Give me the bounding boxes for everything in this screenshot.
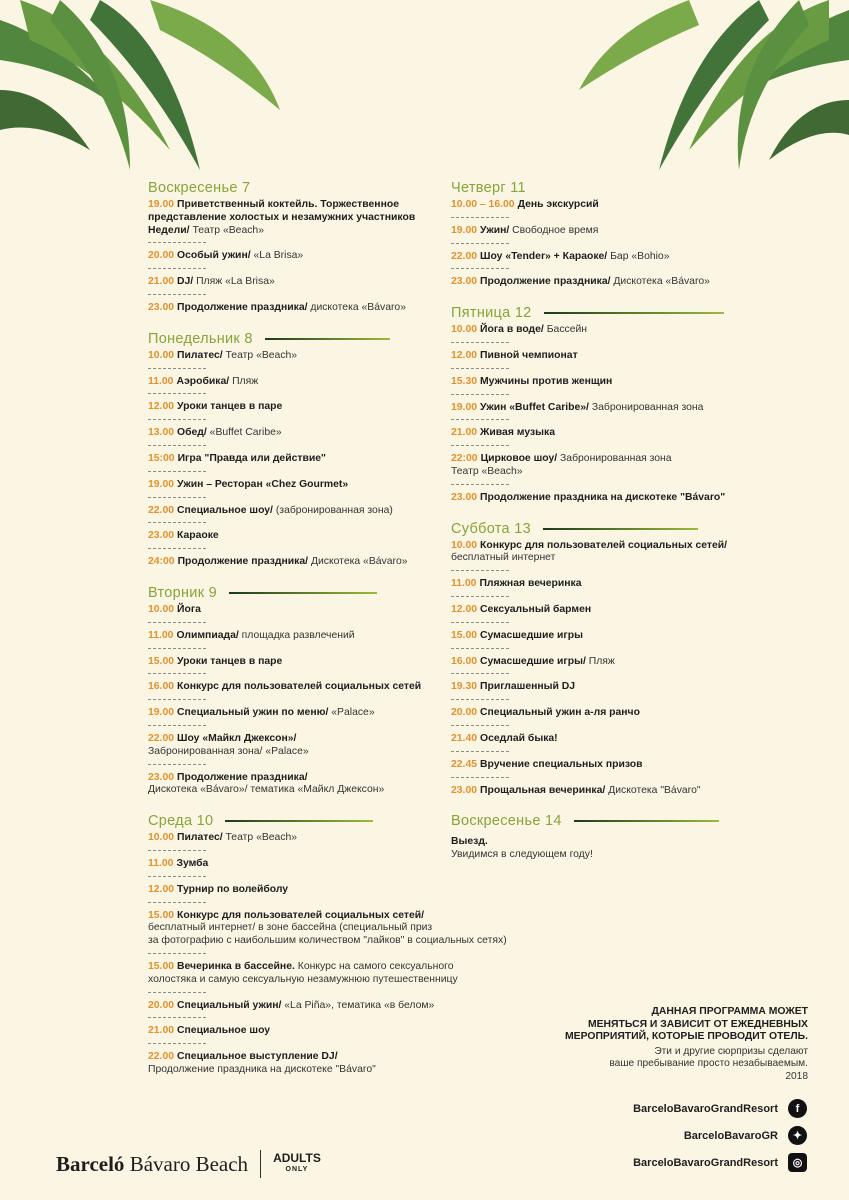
event-name: Уроки танцев в паре [177,401,283,413]
event-name: Специальный ужин/ [177,999,282,1011]
schedule-event [148,250,448,269]
schedule-event [451,630,751,649]
event-name: Цирковое шоу/ [480,453,558,465]
schedule-event [148,530,448,549]
event-list-sun7 [148,199,448,321]
divider-line [225,820,373,822]
event-location: «La Piña», тематика «в белом» [284,999,435,1011]
event-name: Приглашенный DJ [480,681,576,693]
event-name: Пилатес/ [177,349,223,361]
event-time: 12.00 [148,883,175,895]
day-header-sun7 [148,177,448,199]
event-time: 15.00 [148,909,175,921]
event-time: 22.45 [451,758,478,770]
event-name: Пилатес/ [177,832,223,844]
schedule-event [148,1000,568,1019]
schedule-event [148,350,448,369]
event-list-tue9 [148,604,448,803]
program-notice [545,1006,808,1083]
event-time: 15.00 [451,629,478,641]
event-location: Забронированная зона [560,453,672,465]
divider-line [265,338,390,340]
event-location: Конкурс на самого сексуального [297,960,454,972]
event-name: Обед/ [177,427,207,439]
logo-separator [260,1150,261,1178]
event-time: 20.00 [451,707,478,719]
event-time: 15.00 [148,655,175,667]
schedule-event [148,961,568,993]
day-header-tue9 [148,582,448,604]
event-details: бесплатный интернет [451,552,556,564]
event-time: 10.00 [148,349,175,361]
event-location: Пляж [588,655,615,667]
event-location: дискотека «Bávaro» [310,301,406,313]
event-time: 21.00 [148,276,175,288]
event-name: Сумасшедшие игры [480,629,583,641]
event-time: 10.00 [451,539,478,551]
day-title: Четверг 11 [451,180,526,196]
event-time: 16.00 [451,655,478,667]
event-name: Вечеринка в бассейне. [177,960,295,972]
event-time: 22.00 [451,250,478,262]
adults-only-badge [273,1153,321,1175]
schedule-event [148,910,568,954]
event-list-thu11 [451,199,751,295]
schedule-event [148,707,448,726]
schedule-event [148,681,448,700]
divider-line [574,820,719,822]
event-time: 11.00 [148,629,174,641]
event-details: Продолжение праздника на дискотеке "Bávaro" [148,1063,376,1075]
twitter-icon: ✦ [788,1126,807,1145]
event-name: Сексуальный бармен [480,603,592,615]
only-label: ONLY [285,1166,309,1173]
event-location: Дискотека «Bávaro» [613,276,710,288]
event-name: Уроки танцев в паре [177,655,283,667]
notice-text-1: Эти и другие сюрпризы сделают [654,1045,808,1057]
event-location: Забронированная зона [591,401,704,413]
event-name: Игра "Правда или действие" [177,452,326,464]
event-name: Караоке [177,530,219,542]
event-time: 23.00 [451,491,478,503]
event-name: Конкурс для пользователей социальных сетей/ [480,539,728,551]
schedule-event [148,733,448,765]
event-name: Ужин «Buffet Caribe»/ [480,401,589,413]
event-time: 20.00 [148,999,175,1011]
event-time: 12.00 [451,349,478,361]
schedule-event [148,427,448,446]
event-time: 11.00 [148,857,174,869]
event-name: Мужчины против женщин [480,375,613,387]
notice-text-2: ваше пребывание просто незабываемым. [609,1058,808,1069]
event-location: (забронированная зона) [275,504,393,516]
event-name: Продолжение праздника/ [177,301,308,313]
event-name: Продолжение праздника/ [177,556,309,568]
palm-leaves-right-decoration [569,0,849,175]
event-location: Театр «Beach» [192,224,264,236]
event-time: 23.00 [148,771,175,783]
schedule-event [451,324,751,343]
event-time: 19.00 [148,478,175,490]
event-location: площадка развлечений [241,629,355,641]
farewell-text: Увидимся в следующем году! [451,849,593,861]
notice-heading-3: МЕРОПРИЯТИЙ, КОТОРЫЕ ПРОВОДИТ ОТЕЛЬ. [564,1031,808,1042]
event-name: Пивной чемпионат [480,349,578,361]
day-title: Вторник 9 [148,584,218,601]
event-time: 12.00 [451,603,478,615]
schedule-event [148,505,448,524]
event-name: Зумба [176,857,209,869]
event-name: День экскурсий [517,199,599,210]
notice-year: 2018 [785,1070,808,1082]
schedule-event [148,630,448,649]
facebook-icon: f [788,1099,807,1118]
day-title: Суббота 13 [451,520,531,537]
event-location: Свободное время [512,224,599,236]
event-time: 22.00 [148,732,175,744]
schedule-event [148,884,568,903]
schedule-event [451,578,751,597]
schedule-event [451,199,751,218]
event-name: Особый ужин/ [177,250,251,262]
event-name: Конкурс для пользователей социальных сетей [177,681,422,693]
event-time: 16.00 [148,681,175,693]
schedule-event [451,707,751,726]
event-name: Ужин – Ресторан «Chez Gourmet» [177,478,349,490]
event-location: «La Brisa» [253,250,304,262]
twitter-link[interactable] [684,1126,807,1145]
event-name: Ужин/ [480,224,510,236]
event-name: Турнир по волейболу [177,883,289,895]
schedule-event [148,376,448,395]
event-time: 23.00 [148,301,175,313]
event-time: 19.00 [451,401,478,413]
event-details: холостяка и самую сексуальную незамужнюю путешественницу [148,973,458,985]
divider-line [544,312,724,314]
schedule-event [451,540,751,572]
event-list-fri12 [451,324,751,510]
event-details: Театр «Beach» [451,465,523,477]
event-time: 22.00 [148,504,175,516]
day-header-wed10 [148,810,448,832]
brand-bold: Barceló [56,1151,125,1176]
event-name: Олимпиада/ [176,629,239,641]
schedule-event [148,656,448,675]
event-name: Оседлай быка! [480,732,558,744]
schedule-event [148,199,448,243]
schedule-event [148,401,448,420]
event-time: 23.00 [148,530,175,542]
event-time: 22.00 [148,1051,175,1063]
event-time: 10.00 [451,324,478,336]
event-name: Специальный ужин по меню/ [177,707,329,719]
instagram-link[interactable] [633,1153,807,1172]
schedule-event [451,251,751,270]
departure-note [451,836,751,868]
instagram-icon: ◎ [788,1153,807,1172]
schedule-event [148,772,448,804]
event-name: Живая музыка [480,427,555,439]
schedule-event [451,225,751,244]
event-time: 11.00 [148,375,174,387]
event-name: Шоу «Майкл Джексон»/ [177,732,297,744]
event-time: 10.00 – 16.00 [451,199,515,210]
event-location: Бар «Bohio» [610,250,670,262]
event-location: Театр «Beach» [225,832,298,844]
event-location: Дискотека «Bávaro» [310,556,408,568]
event-details: Дискотека «Bávaro»/ тематика «Майкл Джексон» [148,784,385,796]
event-time: 11.00 [451,578,477,590]
event-name: Специальное шоу/ [177,504,273,516]
schedule-event [451,276,751,295]
event-name: DJ/ [177,276,194,288]
day-title: Пятница 12 [451,305,532,322]
barcelo-logo [56,1150,321,1178]
event-location: «Buffet Caribe» [209,427,282,439]
schedule-event [451,350,751,369]
schedule-event [148,556,448,575]
event-name: Вручение специальных призов [480,758,643,770]
event-time: 19.00 [451,224,478,236]
facebook-link[interactable] [633,1099,807,1118]
schedule-event [451,681,751,700]
schedule-event [148,1051,568,1083]
event-time: 23.00 [451,276,478,288]
brand-name [56,1152,248,1177]
day-header-sun14 [451,810,751,832]
event-details: бесплатный интернет/ в зоне бассейна (специальный приз [148,922,433,934]
event-name: Йога в воде/ [480,324,544,336]
schedule-event [451,427,751,446]
schedule-event [148,479,448,498]
event-time: 15.00 [148,960,175,972]
brand-rest: Bávaro Beach [129,1151,249,1176]
event-name: Йога [177,603,201,615]
day-header-thu11 [451,177,751,199]
event-time: 15.30 [451,375,478,387]
event-name: Продолжение праздника/ [480,276,611,288]
schedule-event [148,276,448,295]
day-header-fri12 [451,302,751,324]
event-time: 21.00 [148,1025,175,1037]
event-name: Продолжение праздника/ [177,771,308,783]
event-time: 20.00 [148,250,175,262]
event-name: Специальный ужин а-ля ранчо [480,707,640,719]
schedule-event [451,402,751,421]
divider-line [229,592,377,594]
day-title: Воскресенье 14 [451,813,562,830]
event-details: Забронированная зона/ «Palace» [148,745,309,757]
event-location: Дискотека "Bávaro" [608,784,701,796]
day-title: Воскресенье 7 [148,180,251,196]
event-time: 10.00 [148,603,175,615]
schedule-event [148,453,448,472]
event-details: за фотографию с наибольшим количеством "лайков" в социальных сетях) [148,935,507,947]
departure-label: Выезд. [451,836,488,848]
event-time: 24:00 [148,556,175,568]
schedule-event [451,492,751,511]
event-location: «Palace» [331,707,375,719]
instagram-handle: BarceloBavaroGrandResort [633,1156,778,1169]
schedule-event [451,376,751,395]
notice-heading-1: ДАННАЯ ПРОГРАММА МОЖЕТ [651,1006,808,1017]
day-title: Понедельник 8 [148,330,253,347]
schedule-event [451,759,751,778]
notice-heading-2: МЕНЯТЬСЯ И ЗАВИСИТ ОТ ЕЖЕДНЕВНЫХ [587,1018,808,1030]
event-name: Специальное выступление DJ/ [177,1051,338,1063]
schedule-event [451,733,751,752]
schedule-event [451,604,751,623]
event-time: 21.40 [451,732,478,744]
palm-leaves-left-decoration [0,0,290,175]
event-name: Аэробика/ [176,375,230,387]
event-name: Конкурс для пользователей социальных сетей/ [177,909,425,921]
event-time: 15:00 [148,452,175,464]
schedule-event [148,302,448,321]
event-name: Приветственный коктейль. Торжественное представление холостых и незамужних участников Недели/ [148,199,416,236]
event-list-mon8 [148,350,448,575]
event-name: Продолжение праздника на дискотеке "Bávaro" [480,491,726,503]
day-header-sat13 [451,518,751,540]
event-time: 13.00 [148,427,175,439]
event-time: 19.00 [148,707,175,719]
schedule-event [451,785,751,804]
event-name: Шоу «Tender» + Караоке/ [480,250,608,262]
twitter-handle: BarceloBavaroGR [683,1129,778,1142]
right-column [451,177,751,875]
event-time: 22:00 [451,453,478,465]
event-time: 19.30 [451,681,478,693]
schedule-event [451,656,751,675]
event-location: Театр «Beach» [225,349,298,361]
adults-label: ADULTS [273,1151,321,1165]
schedule-event [148,1025,568,1044]
divider-line [543,528,698,530]
event-name: Прощальная вечеринка/ [480,784,606,796]
day-title: Среда 10 [148,813,214,830]
day-header-mon8 [148,328,448,350]
event-time: 10.00 [148,832,175,844]
schedule-event [451,453,751,485]
event-list-sat13 [451,540,751,804]
event-location: Пляж [232,375,259,387]
event-name: Специальное шоу [177,1025,271,1037]
event-location: Пляж «La Brisa» [196,276,275,288]
event-name: Сумасшедшие игры/ [480,655,586,667]
event-name: Пляжная вечеринка [479,578,582,590]
schedule-event [148,604,448,623]
event-location: Бассейн [546,324,588,336]
facebook-handle: BarceloBavaroGrandResort [633,1102,778,1115]
event-time: 12.00 [148,401,175,413]
event-time: 23.00 [451,784,478,796]
event-time: 21.00 [451,427,478,439]
event-time: 19.00 [148,199,175,210]
